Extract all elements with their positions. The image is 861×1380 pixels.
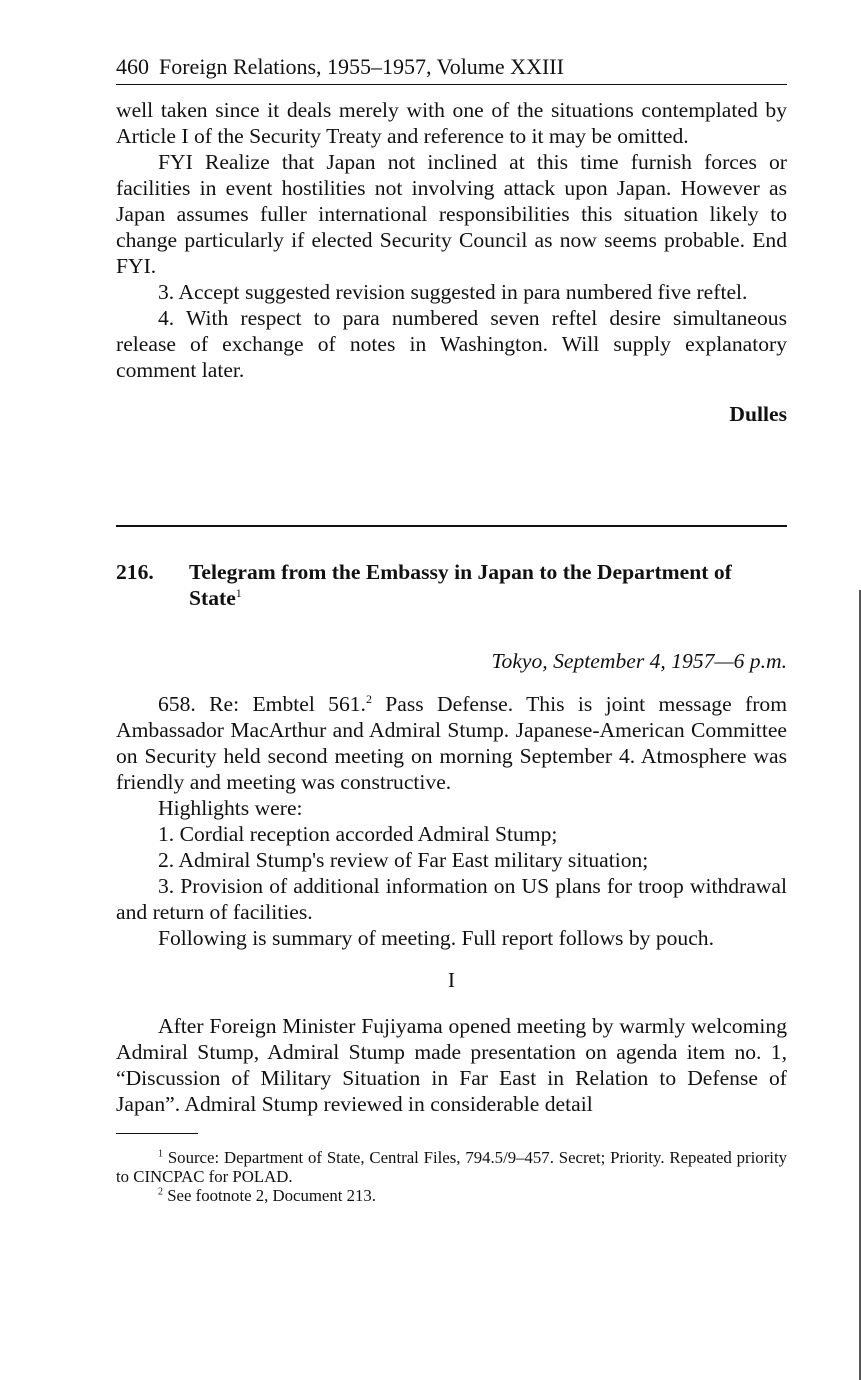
highlights-intro: Highlights were: bbox=[158, 796, 303, 820]
summary-line: Following is summary of meeting. Full report follows by pouch. bbox=[158, 926, 714, 950]
document-title bbox=[189, 559, 787, 611]
document-body bbox=[116, 691, 787, 1117]
running-title: Foreign Relations, 1955–1957, Volume XXIII bbox=[159, 54, 564, 79]
footnote-mark: 1 bbox=[158, 1148, 163, 1160]
footnote-2 bbox=[116, 1186, 787, 1205]
page-number: 460 bbox=[116, 54, 149, 79]
footnotes bbox=[116, 1148, 787, 1205]
opening-text-rest: Pass Defense. This is joint message from Ambassador MacArthur and Admiral Stump. Japanese-American Committee on Security held second meeting on morning September 4. Atmosphere was friendly and meeting was constructive. bbox=[116, 692, 787, 794]
signature: Dulles bbox=[729, 402, 787, 426]
highlights-list bbox=[116, 821, 787, 925]
footnote-text: Source: Department of State, Central Files, 794.5/9–457. Secret; Priority. Repeated priority to CINCPAC for POLAD. bbox=[116, 1148, 787, 1186]
footnote-ref-2: 2 bbox=[365, 691, 372, 706]
opening-text-start: 658. Re: Embtel 561. bbox=[158, 692, 366, 716]
highlight-item: 3. Provision of additional information on US plans for troop withdrawal and return of facilities. bbox=[116, 874, 787, 924]
footnote-rule bbox=[116, 1133, 198, 1134]
footnote-text: See footnote 2, Document 213. bbox=[167, 1186, 376, 1205]
continuation-paragraph: well taken since it deals merely with one of the situations contemplated by Article I of the Security Treaty and reference to it may be omitted. bbox=[116, 98, 787, 148]
highlight-item: 1. Cordial reception accorded Admiral Stump; bbox=[158, 822, 558, 846]
document-page bbox=[116, 52, 787, 1205]
opening-paragraph bbox=[116, 691, 787, 795]
highlight-item: 2. Admiral Stump's review of Far East military situation; bbox=[158, 848, 649, 872]
previous-document-continuation bbox=[116, 97, 787, 427]
continuation-paragraph: 3. Accept suggested revision suggested in para numbered five reftel. bbox=[158, 280, 748, 304]
section-paragraph: After Foreign Minister Fujiyama opened meeting by warmly welcoming Admiral Stump, Admiral Stump made presentation on agenda item no. 1, “Discussion of Military Situation in Far East in Relation to Defense of Japan”. Admiral Stump reviewed in considerable detail bbox=[116, 1014, 787, 1116]
footnote-mark: 2 bbox=[158, 1186, 163, 1198]
document-title-text: Telegram from the Embassy in Japan to the Department of State bbox=[189, 560, 732, 610]
document-separator bbox=[116, 525, 787, 527]
dateline: Tokyo, September 4, 1957—6 p.m. bbox=[491, 649, 787, 673]
running-header bbox=[116, 52, 787, 85]
document-number: 216. bbox=[116, 560, 154, 584]
footnote-ref-1: 1 bbox=[235, 585, 242, 600]
footnote-1 bbox=[116, 1148, 787, 1186]
section-numeral: I bbox=[447, 968, 456, 992]
continuation-paragraph: FYI Realize that Japan not inclined at this time furnish forces or facilities in event hostilities not involving attack upon Japan. However as Japan assumes fuller international responsibilities this situation likely to change particularly if elected Security Council as now seems probable. End FYI. bbox=[116, 150, 787, 278]
continuation-paragraph: 4. With respect to para numbered seven reftel desire simultaneous release of exchange of notes in Washington. Will supply explanatory comment later. bbox=[116, 306, 787, 382]
document-heading bbox=[116, 559, 787, 611]
